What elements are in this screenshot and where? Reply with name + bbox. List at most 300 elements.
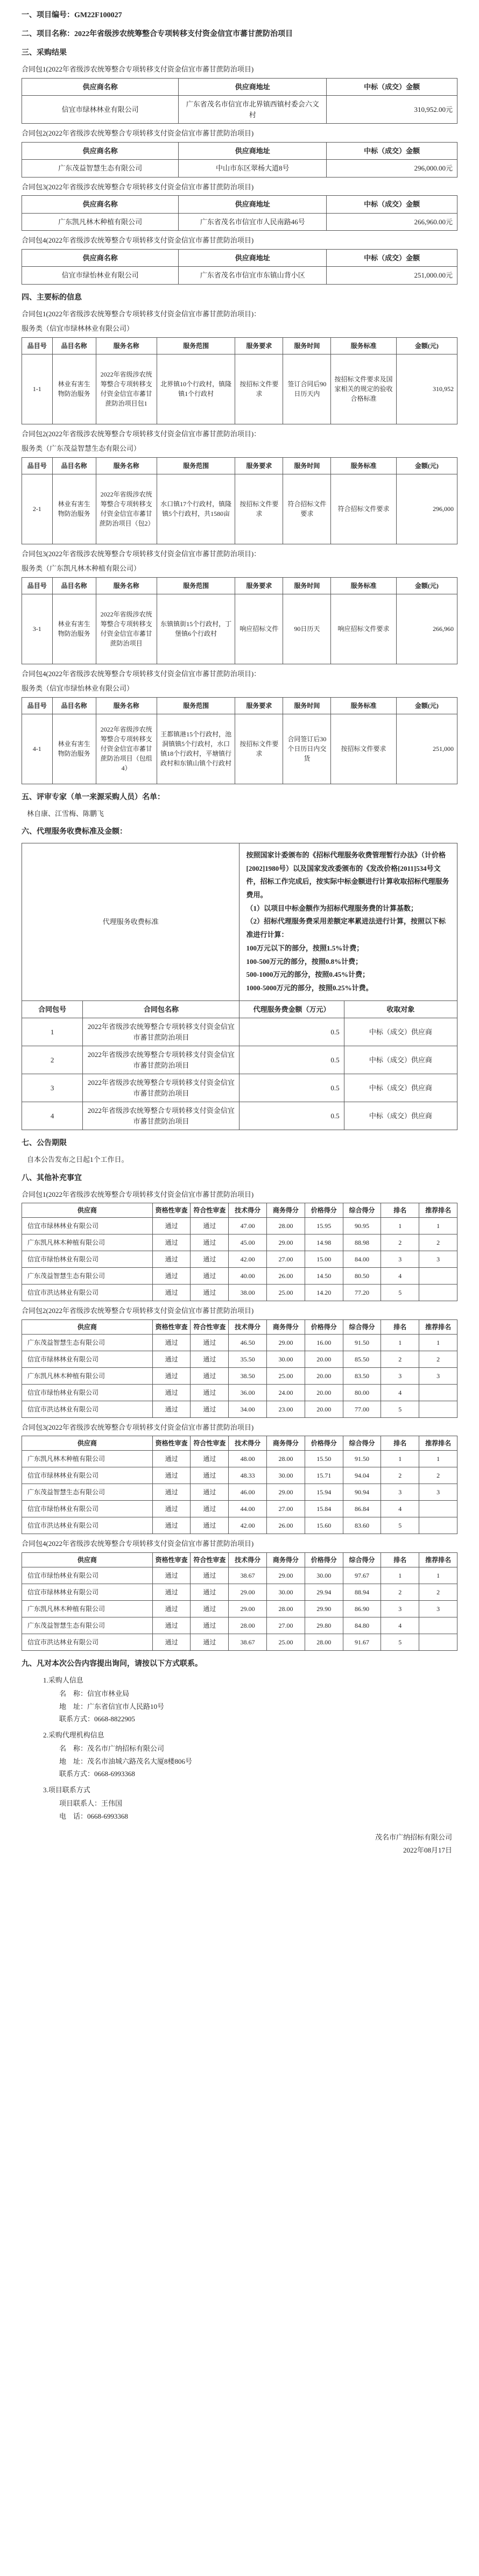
review-cell: 4	[381, 1617, 419, 1634]
signature-org: 茂名市广纳招标有限公司	[375, 1833, 452, 1842]
review-cell: 15.94	[305, 1484, 343, 1501]
review-cell: 34.00	[229, 1401, 267, 1417]
fee-header-cell: 代理服务费金额（万元）	[240, 1000, 344, 1018]
review-cell: 90.95	[343, 1218, 381, 1234]
review-row	[22, 1251, 457, 1268]
review-row	[22, 1285, 457, 1301]
review-header-cell: 符合性审查	[191, 1319, 229, 1334]
result-amount: 266,960.00元	[327, 213, 457, 231]
review-header-cell: 排名	[381, 1319, 419, 1334]
review-cell: 通过	[152, 1517, 191, 1534]
review-header-cell: 供应商	[22, 1203, 153, 1218]
review-cell: 77.20	[343, 1285, 381, 1301]
review-row	[22, 1467, 457, 1484]
review-cell: 1	[381, 1218, 419, 1234]
result-row	[22, 160, 457, 178]
subject-header-row	[22, 457, 457, 474]
subject-lot-caption: 合同包3(2022年省级涉农统筹整合专项转移支付资金信宜市蕃甘蔗防治项目)：	[22, 549, 261, 558]
review-header-cell: 排名	[381, 1436, 419, 1451]
result-header-row	[22, 142, 457, 160]
review-header-cell: 供应商	[22, 1552, 153, 1567]
review-supplier: 信宜市洪达林业有限公司	[22, 1285, 153, 1301]
review-cell: 15.50	[305, 1451, 343, 1467]
subject-cell-amt: 310,952	[396, 354, 457, 424]
review-header-cell: 价格得分	[305, 1552, 343, 1567]
project-contact-phone: 电 话：0668-6993368	[59, 1812, 128, 1820]
agency-title: 2.采购代理机构信息	[43, 1730, 104, 1739]
subject-cell-std: 符合招标文件要求	[331, 474, 396, 544]
review-header-cell: 推荐排名	[419, 1436, 457, 1451]
subject-cell-name: 2022年省级涉农统筹整合专项转移支付资金信宜市蕃甘蔗防治项目（包2）	[96, 474, 157, 544]
subject-header-cell: 服务要求	[235, 697, 283, 714]
review-cell: 28.00	[305, 1634, 343, 1650]
result-lot-caption: 合同包1(2022年省级涉农统筹整合专项转移支付资金信宜市蕃甘蔗防治项目)	[22, 65, 254, 73]
subject-cell-time: 90日历天	[283, 594, 331, 664]
result-row	[22, 96, 457, 124]
review-cell: 30.00	[267, 1584, 305, 1600]
subject-cell-cat: 林业有害生物防治服务	[52, 354, 96, 424]
review-table	[22, 1203, 457, 1301]
review-cell: 25.00	[267, 1634, 305, 1650]
subject-header-cell: 品目名称	[52, 337, 96, 354]
review-cell: 通过	[191, 1517, 229, 1534]
review-cell: 3	[419, 1484, 457, 1501]
subject-cell-name: 2022年省级涉农统筹整合专项转移支付资金信宜市蕃甘蔗防治项目包1	[96, 354, 157, 424]
subject-cell-cat: 林业有害生物防治服务	[52, 594, 96, 664]
result-header-addr: 供应商地址	[179, 196, 327, 214]
review-cell: 25.00	[267, 1285, 305, 1301]
subject-header-cell: 品目名称	[52, 697, 96, 714]
subject-row	[22, 354, 457, 424]
subject-lot-service-type: 服务类（广东凯凡林木种植有限公司）	[22, 564, 141, 572]
review-header-cell: 推荐排名	[419, 1319, 457, 1334]
subject-lot-caption: 合同包2(2022年省级涉农统筹整合专项转移支付资金信宜市蕃甘蔗防治项目)：	[22, 429, 261, 438]
review-table	[22, 1319, 457, 1418]
review-cell: 20.00	[305, 1367, 343, 1384]
review-cell: 5	[381, 1517, 419, 1534]
result-header-row	[22, 249, 457, 267]
review-cell: 通过	[191, 1268, 229, 1285]
review-cell: 通过	[152, 1501, 191, 1517]
review-row	[22, 1218, 457, 1234]
review-header-row	[22, 1319, 457, 1334]
review-cell: 38.67	[229, 1567, 267, 1584]
signature-block	[22, 1832, 452, 1855]
subject-cell-amt: 251,000	[396, 714, 457, 784]
review-cell: 88.98	[343, 1234, 381, 1251]
review-supplier: 广东凯凡林木种植有限公司	[22, 1367, 153, 1384]
review-cell: 2	[419, 1351, 457, 1367]
review-cell: 2	[381, 1584, 419, 1600]
review-cell: 通过	[191, 1567, 229, 1584]
subject-cell-name: 2022年省级涉农统筹整合专项转移支付资金信宜市蕃甘蔗防治项目	[96, 594, 157, 664]
review-header-cell: 推荐排名	[419, 1203, 457, 1218]
review-cell: 30.00	[305, 1567, 343, 1584]
review-cell: 通过	[152, 1251, 191, 1268]
review-cell: 86.90	[343, 1600, 381, 1617]
expert-names: 林自康、江雪梅、陈鹏飞	[27, 809, 104, 818]
review-cell: 通过	[152, 1451, 191, 1467]
review-cell: 97.67	[343, 1567, 381, 1584]
review-cell: 1	[419, 1567, 457, 1584]
review-lot-caption: 合同包2(2022年省级涉农统筹整合专项转移支付资金信宜市蕃甘蔗防治项目)	[22, 1307, 254, 1315]
subject-header-cell: 服务标准	[331, 577, 396, 594]
review-row	[22, 1268, 457, 1285]
review-cell: 通过	[152, 1285, 191, 1301]
review-cell: 通过	[191, 1401, 229, 1417]
review-cell: 通过	[152, 1367, 191, 1384]
result-amount: 296,000.00元	[327, 160, 457, 178]
review-cell: 2	[381, 1467, 419, 1484]
review-cell: 16.00	[305, 1334, 343, 1351]
review-header-cell: 符合性审查	[191, 1203, 229, 1218]
review-cell: 27.00	[267, 1251, 305, 1268]
fee-row	[22, 1074, 457, 1102]
review-cell: 29.00	[229, 1584, 267, 1600]
review-cell: 80.50	[343, 1268, 381, 1285]
review-cell: 29.94	[305, 1584, 343, 1600]
fee-header-cell: 合同包名称	[83, 1000, 240, 1018]
review-cell: 通过	[191, 1251, 229, 1268]
result-supplier-address: 广东省茂名市信宜市东镇山背小区	[179, 267, 327, 285]
subject-header-cell: 服务名称	[96, 337, 157, 354]
review-row	[22, 1384, 457, 1401]
review-cell: 1	[381, 1567, 419, 1584]
review-supplier: 信宜市绿林林业有限公司	[22, 1218, 153, 1234]
result-header-addr: 供应商地址	[179, 249, 327, 267]
subject-cell-name: 2022年省级涉农统筹整合专项转移支付资金信宜市蕃甘蔗防治项目（包组4）	[96, 714, 157, 784]
project-name-label: 二、项目名称：	[22, 30, 74, 38]
review-cell: 通过	[191, 1501, 229, 1517]
subject-cell-cat: 林业有害生物防治服务	[52, 714, 96, 784]
review-cell: 通过	[152, 1218, 191, 1234]
review-cell: 15.00	[305, 1251, 343, 1268]
result-amount: 251,000.00元	[327, 267, 457, 285]
review-cell: 44.00	[229, 1501, 267, 1517]
review-cell: 14.20	[305, 1285, 343, 1301]
result-table	[22, 249, 457, 285]
subject-header-cell: 服务标准	[331, 697, 396, 714]
subject-cell-amt: 266,960	[396, 594, 457, 664]
subject-table	[22, 337, 457, 424]
review-cell: 77.00	[343, 1401, 381, 1417]
review-table	[22, 1436, 457, 1534]
review-cell: 通过	[191, 1451, 229, 1467]
review-cell: 通过	[191, 1600, 229, 1617]
result-header-name: 供应商名称	[22, 142, 179, 160]
subject-row	[22, 474, 457, 544]
subject-header-cell: 品目名称	[52, 577, 96, 594]
review-cell: 27.00	[267, 1501, 305, 1517]
fee-header-row	[22, 1000, 457, 1018]
fee-row	[22, 1102, 457, 1130]
result-header-row	[22, 196, 457, 214]
review-row	[22, 1634, 457, 1650]
result-header-addr: 供应商地址	[179, 78, 327, 96]
subject-cell-req: 按招标文件要求	[235, 714, 283, 784]
result-header-row	[22, 78, 457, 96]
subject-header-cell: 金额(元)	[396, 697, 457, 714]
subject-lot-service-type: 服务类（信宜市绿林林业有限公司）	[22, 324, 134, 332]
review-row	[22, 1617, 457, 1634]
review-cell: 通过	[191, 1467, 229, 1484]
review-row	[22, 1517, 457, 1534]
review-cell: 90.94	[343, 1484, 381, 1501]
result-header-addr: 供应商地址	[179, 142, 327, 160]
fee-lot-no: 1	[22, 1018, 83, 1046]
subject-cell-std: 按招标文件要求及国家相关的规定的验收合格标准	[331, 354, 396, 424]
subject-header-cell: 服务名称	[96, 577, 157, 594]
review-header-cell: 符合性审查	[191, 1552, 229, 1567]
result-lot-caption: 合同包2(2022年省级涉农统筹整合专项转移支付资金信宜市蕃甘蔗防治项目)	[22, 129, 254, 137]
review-row	[22, 1351, 457, 1367]
review-cell: 15.95	[305, 1218, 343, 1234]
review-row	[22, 1234, 457, 1251]
review-cell: 3	[419, 1251, 457, 1268]
project-number-value: GM22F100027	[74, 11, 122, 19]
result-header-name: 供应商名称	[22, 78, 179, 96]
project-number-label: 一、项目编号：	[22, 11, 74, 19]
review-cell: 4	[381, 1501, 419, 1517]
review-cell: 35.50	[229, 1351, 267, 1367]
review-cell: 88.94	[343, 1584, 381, 1600]
project-contact-person: 项目联系人：王伟国	[59, 1799, 123, 1808]
fee-standard-rules	[240, 843, 457, 1001]
review-cell: 1	[381, 1334, 419, 1351]
review-result-groups	[22, 1189, 457, 1651]
review-cell: 1	[419, 1334, 457, 1351]
review-cell	[419, 1268, 457, 1285]
subject-header-cell: 金额(元)	[396, 337, 457, 354]
review-supplier: 信宜市洪达林业有限公司	[22, 1401, 153, 1417]
subject-header-cell: 金额(元)	[396, 457, 457, 474]
review-row	[22, 1484, 457, 1501]
result-amount: 310,952.00元	[327, 96, 457, 124]
subject-cell-time: 符合招标文件要求	[283, 474, 331, 544]
review-cell: 通过	[152, 1268, 191, 1285]
review-cell: 46.00	[229, 1484, 267, 1501]
subject-cell-std: 响应招标文件要求	[331, 594, 396, 664]
fee-lot-no: 2	[22, 1046, 83, 1074]
review-supplier: 广东茂益智慧生态有限公司	[22, 1334, 153, 1351]
review-header-cell: 商务得分	[267, 1552, 305, 1567]
result-supplier-address: 广东省茂名市信宜市人民南路46号	[179, 213, 327, 231]
result-header-amount: 中标（成交）金额	[327, 249, 457, 267]
review-cell: 通过	[191, 1234, 229, 1251]
review-cell: 29.00	[267, 1334, 305, 1351]
review-cell: 15.84	[305, 1501, 343, 1517]
result-supplier-address: 广东省茂名市信宜市北界镇西镇村委会六文村	[179, 96, 327, 124]
review-supplier: 广东茂益智慧生态有限公司	[22, 1268, 153, 1285]
review-lot-caption: 合同包3(2022年省级涉农统筹整合专项转移支付资金信宜市蕃甘蔗防治项目)	[22, 1423, 254, 1431]
subject-row	[22, 594, 457, 664]
review-header-cell: 供应商	[22, 1319, 153, 1334]
review-cell: 3	[381, 1251, 419, 1268]
review-cell: 45.00	[229, 1234, 267, 1251]
review-cell: 29.80	[305, 1617, 343, 1634]
review-header-row	[22, 1436, 457, 1451]
subject-header-row	[22, 337, 457, 354]
review-supplier: 信宜市洪达林业有限公司	[22, 1634, 153, 1650]
review-header-cell: 资格性审查	[152, 1436, 191, 1451]
result-table	[22, 78, 457, 124]
fee-row	[22, 1018, 457, 1046]
subject-cell-amt: 296,000	[396, 474, 457, 544]
subject-header-cell: 服务标准	[331, 457, 396, 474]
fee-amount: 0.5	[240, 1102, 344, 1130]
agency-name: 名 称：茂名市广纳招标有限公司	[59, 1744, 165, 1753]
review-cell	[419, 1634, 457, 1650]
review-cell	[419, 1384, 457, 1401]
review-cell: 48.33	[229, 1467, 267, 1484]
review-cell: 28.00	[267, 1451, 305, 1467]
subject-lot-service-type: 服务类（广东茂益智慧生态有限公司）	[22, 444, 141, 452]
subject-header-cell: 服务名称	[96, 697, 157, 714]
result-supplier-name: 信宜市绿怡林业有限公司	[22, 267, 179, 285]
fee-rule-line: （1）以项目中标金额作为招标代理服务费的计算基数；	[246, 904, 418, 912]
subject-cell-time: 签订合同后90日历天内	[283, 354, 331, 424]
subject-cell-std: 按招标文件要求	[331, 714, 396, 784]
subject-header-cell: 品目号	[22, 337, 53, 354]
review-cell: 26.00	[267, 1517, 305, 1534]
review-cell: 4	[381, 1384, 419, 1401]
result-lots	[22, 64, 457, 285]
subject-header-cell: 服务标准	[331, 337, 396, 354]
fee-payer: 中标（成交）供应商	[344, 1102, 457, 1130]
review-cell: 3	[381, 1367, 419, 1384]
review-cell: 29.90	[305, 1600, 343, 1617]
subject-cell-no: 4-1	[22, 714, 53, 784]
subject-cell-no: 3-1	[22, 594, 53, 664]
review-cell: 38.67	[229, 1634, 267, 1650]
review-cell: 1	[419, 1218, 457, 1234]
review-cell: 2	[419, 1584, 457, 1600]
review-row	[22, 1401, 457, 1417]
section-experts: 五、评审专家（单一来源采购人员）名单：	[22, 793, 165, 801]
review-header-cell: 资格性审查	[152, 1319, 191, 1334]
review-header-cell: 资格性审查	[152, 1203, 191, 1218]
result-header-amount: 中标（成交）金额	[327, 196, 457, 214]
section-notice-period: 七、公告期限	[22, 1139, 67, 1148]
review-supplier: 广东茂益智慧生态有限公司	[22, 1484, 153, 1501]
review-cell: 2	[419, 1467, 457, 1484]
review-cell: 2	[381, 1234, 419, 1251]
fee-lot-name: 2022年省级涉农统筹整合专项转移支付资金信宜市蕃甘蔗防治项目	[83, 1074, 240, 1102]
review-cell: 29.00	[229, 1600, 267, 1617]
review-cell	[419, 1517, 457, 1534]
fee-rule-line: 1000-5000万元的部分，按照0.25%计费。	[246, 983, 373, 992]
fee-lot-no: 3	[22, 1074, 83, 1102]
purchaser-title: 1.采购人信息	[43, 1676, 83, 1684]
fee-rule-line: 按照国家计委颁布的《招标代理服务收费管理暂行办法》（计价格[2002]1980号）以及国家发改委颁布的《发改价格[2011]534号文件，招标工作完成后，按实际中标金额进行计算收取招标代理服务费用。	[246, 851, 449, 899]
review-cell: 46.50	[229, 1334, 267, 1351]
subject-header-cell: 品目号	[22, 697, 53, 714]
review-cell: 29.00	[267, 1484, 305, 1501]
review-cell: 通过	[152, 1234, 191, 1251]
review-cell: 通过	[152, 1384, 191, 1401]
review-cell: 38.00	[229, 1285, 267, 1301]
subject-header-cell: 服务范围	[157, 337, 235, 354]
review-supplier: 广东凯凡林木种植有限公司	[22, 1451, 153, 1467]
review-cell: 通过	[152, 1634, 191, 1650]
review-cell: 5	[381, 1634, 419, 1650]
review-cell: 1	[419, 1451, 457, 1467]
review-cell: 5	[381, 1285, 419, 1301]
subject-lot-caption: 合同包4(2022年省级涉农统筹整合专项转移支付资金信宜市蕃甘蔗防治项目)：	[22, 669, 261, 678]
review-cell: 通过	[191, 1634, 229, 1650]
review-cell: 30.00	[267, 1467, 305, 1484]
fee-payer: 中标（成交）供应商	[344, 1046, 457, 1074]
review-lot-caption: 合同包1(2022年省级涉农统筹整合专项转移支付资金信宜市蕃甘蔗防治项目)	[22, 1190, 254, 1198]
review-supplier: 广东茂益智慧生态有限公司	[22, 1617, 153, 1634]
section-agency-fee: 六、代理服务收费标准及金额：	[22, 828, 127, 836]
review-cell: 通过	[191, 1218, 229, 1234]
review-row	[22, 1334, 457, 1351]
review-header-cell: 排名	[381, 1552, 419, 1567]
review-cell: 通过	[191, 1584, 229, 1600]
review-supplier: 信宜市绿怡林业有限公司	[22, 1501, 153, 1517]
subject-header-cell: 服务范围	[157, 577, 235, 594]
review-cell: 通过	[191, 1367, 229, 1384]
fee-lot-name: 2022年省级涉农统筹整合专项转移支付资金信宜市蕃甘蔗防治项目	[83, 1102, 240, 1130]
result-header-amount: 中标（成交）金额	[327, 78, 457, 96]
review-cell: 通过	[152, 1600, 191, 1617]
subject-row	[22, 714, 457, 784]
purchaser-phone: 联系方式：0668-8822905	[59, 1715, 135, 1723]
subject-table	[22, 457, 457, 544]
review-cell: 91.50	[343, 1451, 381, 1467]
review-cell: 40.00	[229, 1268, 267, 1285]
subject-cell-cat: 林业有害生物防治服务	[52, 474, 96, 544]
subject-table	[22, 577, 457, 664]
subject-header-cell: 服务时间	[283, 697, 331, 714]
subject-table	[22, 697, 457, 784]
review-cell: 26.00	[267, 1268, 305, 1285]
review-supplier: 信宜市洪达林业有限公司	[22, 1517, 153, 1534]
agency-phone: 联系方式：0668-6993368	[59, 1770, 135, 1778]
review-cell: 15.60	[305, 1517, 343, 1534]
review-cell: 29.00	[267, 1234, 305, 1251]
review-cell: 通过	[152, 1467, 191, 1484]
subject-cell-req: 按招标文件要求	[235, 354, 283, 424]
review-header-cell: 符合性审查	[191, 1436, 229, 1451]
subject-header-cell: 服务要求	[235, 457, 283, 474]
subject-cell-scope: 王都镇港15个行政村，池洞镇镇5个行政村，水口镇18个行政村，平塘镇行政村和东镇山镇个行政村	[157, 714, 235, 784]
review-cell: 28.00	[267, 1600, 305, 1617]
review-header-cell: 综合得分	[343, 1319, 381, 1334]
review-header-cell: 推荐排名	[419, 1552, 457, 1567]
review-cell: 91.50	[343, 1334, 381, 1351]
review-cell: 通过	[152, 1401, 191, 1417]
review-cell	[419, 1401, 457, 1417]
review-cell: 25.00	[267, 1367, 305, 1384]
review-header-cell: 综合得分	[343, 1436, 381, 1451]
review-supplier: 信宜市绿林林业有限公司	[22, 1467, 153, 1484]
review-cell: 4	[381, 1268, 419, 1285]
review-cell: 通过	[152, 1584, 191, 1600]
subject-header-cell: 品目名称	[52, 457, 96, 474]
fee-rule-line: （2）招标代理服务费采用差额定率累进法进行计算，按照以下标准进行计算：	[246, 917, 446, 939]
review-cell: 84.80	[343, 1617, 381, 1634]
review-cell: 48.00	[229, 1451, 267, 1467]
project-name-value: 2022年省级涉农统筹整合专项转移支付资金信宜市蕃甘蔗防治项目	[74, 30, 293, 38]
purchaser-address: 地 址：广东省信宜市人民路10号	[59, 1702, 165, 1711]
review-row	[22, 1567, 457, 1584]
review-cell: 27.00	[267, 1617, 305, 1634]
review-cell: 42.00	[229, 1517, 267, 1534]
review-table	[22, 1552, 457, 1651]
review-header-cell: 价格得分	[305, 1436, 343, 1451]
